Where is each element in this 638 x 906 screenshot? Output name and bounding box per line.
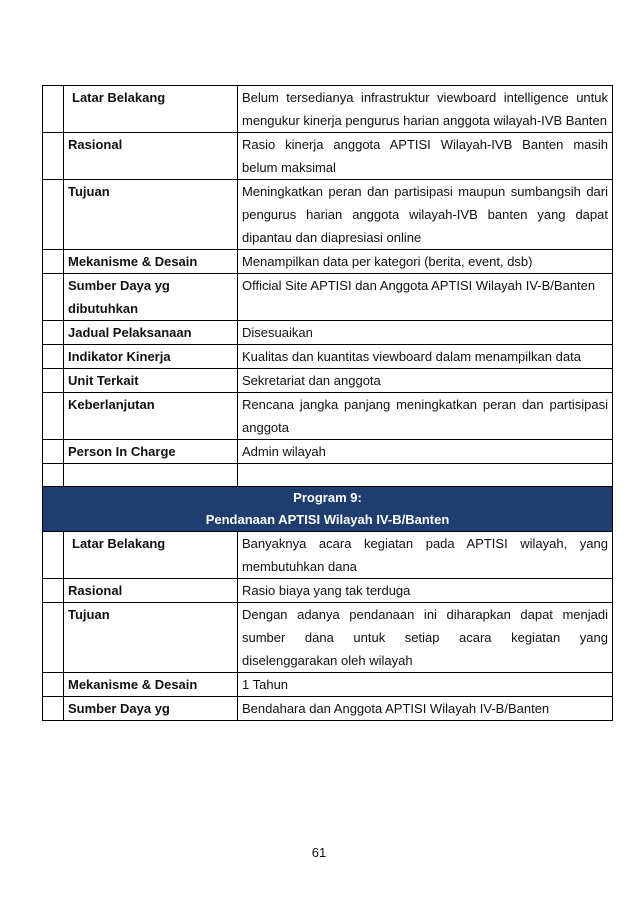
- row-label: Indikator Kinerja: [64, 345, 238, 369]
- row-spacer-cell: [43, 603, 64, 673]
- row-value: Meningkatkan peran dan partisipasi maupun sumbangsih dari pengurus harian anggota wilayah-IVB banten yang dapat dipantau dan diapresiasi online: [238, 180, 613, 250]
- row-spacer-cell: [43, 440, 64, 464]
- table-row: [43, 274, 613, 321]
- row-spacer-cell: [43, 579, 64, 603]
- row-value: Official Site APTISI dan Anggota APTISI Wilayah IV-B/Banten: [238, 274, 613, 321]
- row-value: Rasio biaya yang tak terduga: [238, 579, 613, 603]
- row-spacer-cell: [43, 369, 64, 393]
- table-row: [43, 603, 613, 673]
- table-row: [43, 180, 613, 250]
- row-value: Belum tersedianya infrastruktur viewboard intelligence untuk mengukur kinerja pengurus harian anggota wilayah-IVB Banten: [238, 86, 613, 133]
- row-label: Sumber Daya yg dibutuhkan: [64, 274, 238, 321]
- table-row: [43, 321, 613, 345]
- page-number: 61: [311, 845, 327, 860]
- table-row: [43, 345, 613, 369]
- row-value: Dengan adanya pendanaan ini diharapkan dapat menjadi sumber dana untuk setiap acara kegiatan yang diselenggarakan oleh wilayah: [238, 603, 613, 673]
- table-row: [43, 532, 613, 579]
- row-value: Banyaknya acara kegiatan pada APTISI wilayah, yang membutuhkan dana: [238, 532, 613, 579]
- row-spacer-cell: [43, 321, 64, 345]
- row-label: Rasional: [64, 579, 238, 603]
- table-row: [43, 440, 613, 464]
- row-label: Sumber Daya yg: [64, 697, 238, 721]
- row-spacer-cell: [43, 250, 64, 274]
- row-label: Latar Belakang: [64, 86, 238, 133]
- row-label: Tujuan: [64, 180, 238, 250]
- row-label: Mekanisme & Desain: [64, 673, 238, 697]
- program-header: [43, 487, 613, 532]
- empty-cell: [238, 464, 613, 487]
- row-value: Rencana jangka panjang meningkatkan peran dan partisipasi anggota: [238, 393, 613, 440]
- table-row: [43, 250, 613, 274]
- row-label: Unit Terkait: [64, 369, 238, 393]
- row-label: Mekanisme & Desain: [64, 250, 238, 274]
- empty-cell: [64, 464, 238, 487]
- table-row: [43, 86, 613, 133]
- row-label: Keberlanjutan: [64, 393, 238, 440]
- row-label: Person In Charge: [64, 440, 238, 464]
- row-spacer-cell: [43, 464, 64, 487]
- table-row: [43, 579, 613, 603]
- row-label: Rasional: [64, 133, 238, 180]
- row-value: Disesuaikan: [238, 321, 613, 345]
- row-value: Rasio kinerja anggota APTISI Wilayah-IVB Banten masih belum maksimal: [238, 133, 613, 180]
- empty-row: [43, 464, 613, 487]
- table-row: [43, 697, 613, 721]
- row-spacer-cell: [43, 345, 64, 369]
- row-spacer-cell: [43, 133, 64, 180]
- row-label: Tujuan: [64, 603, 238, 673]
- program-header-row: [43, 487, 613, 532]
- table-row: [43, 369, 613, 393]
- row-spacer-cell: [43, 697, 64, 721]
- row-label: Latar Belakang: [64, 532, 238, 579]
- row-value: Bendahara dan Anggota APTISI Wilayah IV-B/Banten: [238, 697, 613, 721]
- program-number: Program 9:: [293, 490, 362, 505]
- row-value: Menampilkan data per kategori (berita, event, dsb): [238, 250, 613, 274]
- table-row: [43, 673, 613, 697]
- row-spacer-cell: [43, 393, 64, 440]
- program-title: Pendanaan APTISI Wilayah IV-B/Banten: [205, 512, 450, 527]
- row-spacer-cell: [43, 673, 64, 697]
- table-row: [43, 133, 613, 180]
- row-spacer-cell: [43, 180, 64, 250]
- row-value: 1 Tahun: [238, 673, 613, 697]
- row-value: Sekretariat dan anggota: [238, 369, 613, 393]
- row-value: Kualitas dan kuantitas viewboard dalam menampilkan data: [238, 345, 613, 369]
- row-spacer-cell: [43, 274, 64, 321]
- program-table: [42, 85, 613, 721]
- row-value: Admin wilayah: [238, 440, 613, 464]
- row-spacer-cell: [43, 532, 64, 579]
- row-label: Jadual Pelaksanaan: [64, 321, 238, 345]
- row-spacer-cell: [43, 86, 64, 133]
- table-row: [43, 393, 613, 440]
